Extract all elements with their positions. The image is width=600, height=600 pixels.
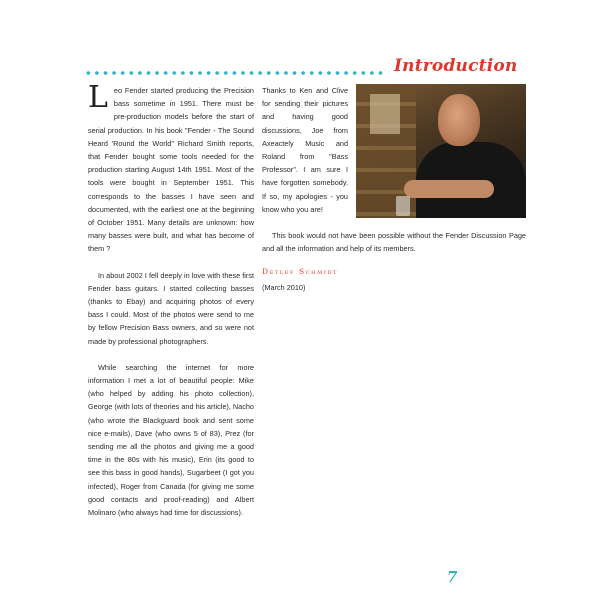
drop-cap: L (88, 80, 108, 115)
closing-paragraph: This book would not have been possible without the Fender Discussion Page and all the information and help of its members. (262, 231, 526, 254)
dotted-header-rule (84, 70, 386, 76)
author-date: (March 2010) (262, 282, 306, 292)
page-number: 7 (447, 568, 458, 586)
thanks-paragraph: Thanks to Ken and Clive for sending their pictures and having good discussions, Joe from Axeactely Music and Roland from "Bass Professor". I am sure I have forgotten somebody. If so, my apologies - you know who you are! (262, 86, 348, 214)
section-title: Introduction (394, 56, 518, 76)
author-photo (356, 84, 526, 218)
intro-paragraph (88, 80, 254, 256)
intro-paragraph-text: eo Fender started producing the Precision bass sometime in 1951. There must be pre-production models before the start of serial production. In his book "Fender - The Sound Heard 'Round the World" Richard Smith reports, that Fender bought some tools needed for the production starting August 14th 1951. Most of the tools were bought in September 1951. This corresponds to the basses I have seen and documented, with the earliest one at the beginning of October 1951. Many details are unknown: how many basses were built, and what has become of them ? (88, 86, 254, 254)
left-text-column (88, 80, 254, 519)
author-signature: Detlef Schmidt (262, 267, 338, 277)
right-text-column (262, 84, 526, 294)
acknowledgements-paragraph: While searching the internet for more information I met a lot of beautiful people: Mike (who helped by adding his photo collection), George (with lots of theories and his article), Nacho (who wrote the Blackguard book and sent some nice e-mails), Dave (who owns 5 of 83), Prez (for sending me all the photos and giving me a good time in the 80s with his music), Erin (its good to see this bass in good hands), Sugarbeet (I got you infected), Roger from Canada (for giving me some good contacts and proof-reading) and Albert Molinaro (who always had time for discussions). (88, 362, 254, 518)
collecting-paragraph: In about 2002 I fell deeply in love with these first Fender bass guitars. I started collecting basses (thanks to Ebay) and acquiring photos of every bass I could. Most of the photos were send to me by fellow Precision Bass owners, and so were not made by professional photographers. (88, 270, 254, 346)
